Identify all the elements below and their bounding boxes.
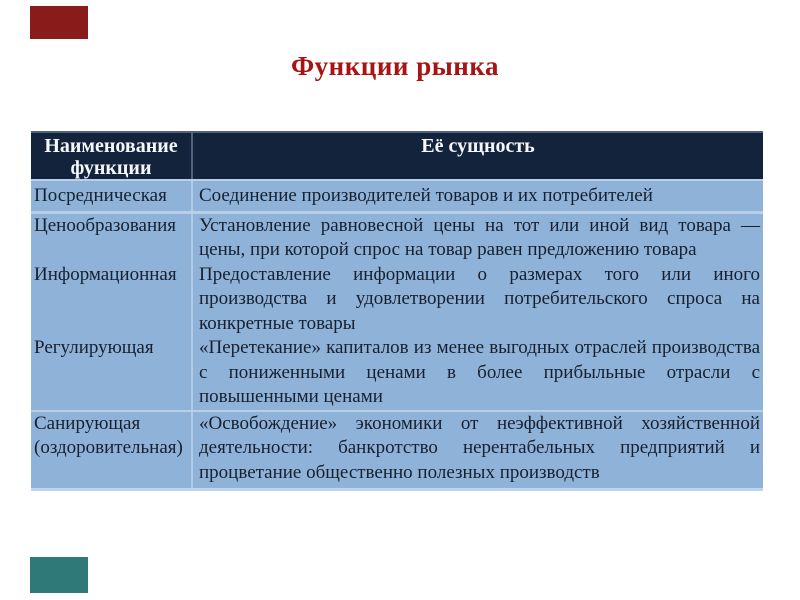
decor-bottom-left-block	[30, 557, 88, 593]
header-cell-essence: Её сущность	[192, 132, 763, 180]
header-cell-function-name: Наименование функции	[31, 132, 192, 180]
function-essence-cell: «Освобождение» экономики от неэффективной хозяйственной деятельности: банкротство нерентабельных предприятий и процветание общественно полезных производств	[192, 411, 763, 490]
function-name-cell: Информационная	[31, 263, 192, 337]
table-row	[31, 212, 763, 263]
slide-title: Функции рынка	[290, 51, 500, 81]
function-name-cell: Санирующая (оздоровительная)	[31, 411, 192, 490]
function-essence-cell: «Перетекание» капиталов из менее выгодных отраслей производства с пониженными ценами в более прибыльные отрасли с повышенными ценами	[192, 336, 763, 411]
function-name-cell: Регулирующая	[31, 336, 192, 411]
function-name-cell: Ценообразования	[31, 212, 192, 263]
table-header-row	[31, 132, 763, 180]
function-essence-cell: Предоставление информации о размерах того или иного производства и удовлетворении потребительского спроса на конкретные товары	[192, 263, 763, 337]
table-row	[31, 263, 763, 337]
function-essence-cell: Соединение производителей товаров и их потребителей	[192, 180, 763, 212]
table-row	[31, 180, 763, 212]
table-row	[31, 411, 763, 490]
table-row	[31, 336, 763, 411]
functions-table	[31, 131, 763, 491]
function-name-cell: Посредническая	[31, 180, 192, 212]
decor-top-left-block	[30, 6, 88, 39]
function-essence-cell: Установление равновесной цены на тот или иной вид товара — цены, при которой спрос на товар равен предложению товара	[192, 212, 763, 263]
functions-table-container	[31, 131, 763, 491]
